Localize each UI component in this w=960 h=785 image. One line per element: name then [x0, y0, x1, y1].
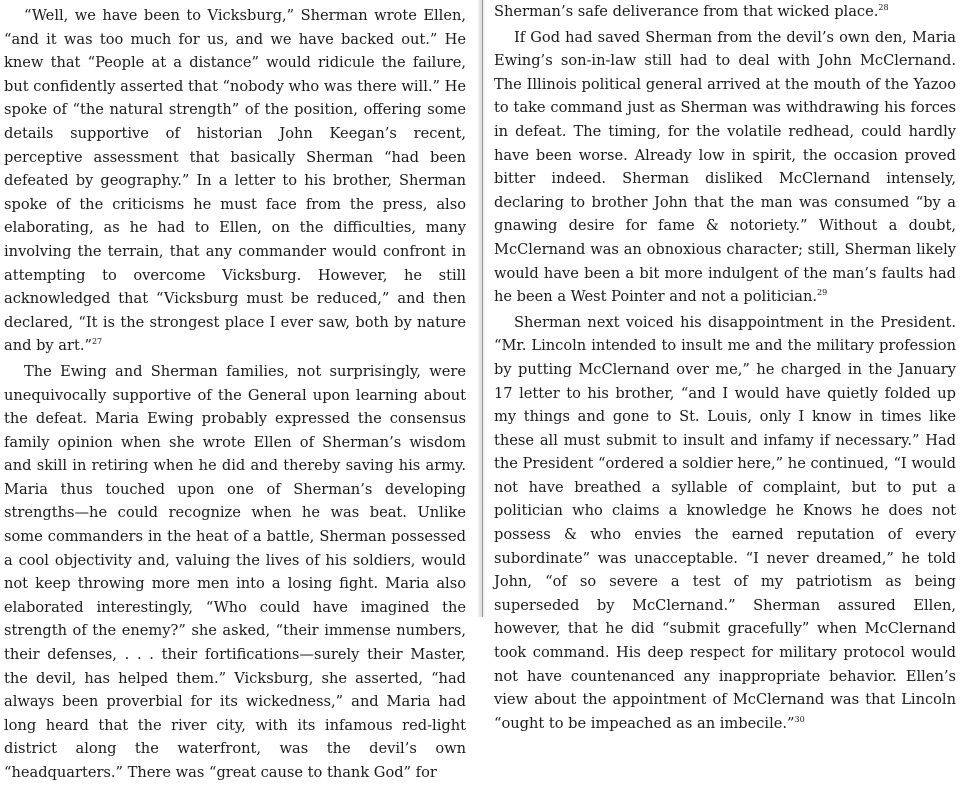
footnote-ref-28: 28 [878, 3, 889, 12]
paragraph-vicksburg-letter [4, 4, 466, 358]
paragraph-text: Sherman next voiced his disappointment in the President. “Mr. Lincoln intended to insult me and the military profession by putting McClernand over me,” he charged in the January 17 letter to his brother, “and I would have quietly folded up my things and gone to St. Louis, only I know in times like these all must submit to insult and infamy if necessary.” Had the President “ordered a soldier here,” he continued, “I would not have breathed a syllable of complaint, but to put a politician who claims a knowledge he Knows he does not possess & who envies the earned reputation of every subordinate” was unacceptable. “I never dreamed,” he told John, “of so severe a test of my patriotism as being superseded by McClernand.” Sherman assured Ellen, however, that he did “submit gracefully” when McClernand took command. His deep respect for military protocol would not have countenanced any inappropriate behavior. Ellen’s view about the appointment of McClernand was that Lincoln “ought to be impeached as an imbecile.” [494, 313, 956, 732]
book-gutter-line [482, 0, 483, 617]
paragraph-text: “Well, we have been to Vicksburg,” Sherman wrote Ellen, “and it was too much for us, and we have backed out.” He knew that “People at a distance” would ridicule the failure, but confidently asserted that “nobody who was there will.” He spoke of “the natural strength” of the position, offering some details supportive of historian John Keegan’s recent, perceptive assessment that basically Sherman “had been defeated by geography.” In a letter to his brother, Sherman spoke of the criticisms he must face from the press, also elaborating, as he had to Ellen, on the difficulties, many involving the terrain, that any commander would confront in attempting to overcome Vicksburg. However, he still acknowledged that “Vicksburg must be reduced,” and then declared, “It is the strongest place I ever saw, both by nature and by art.” [4, 7, 466, 355]
paragraph-text: If God had saved Sherman from the devil’s own den, Maria Ewing’s son-in-law still had to deal with John McClernand. The Illinois political general arrived at the mouth of the Yazoo to take command just as Sherman was withdrawing his forces in defeat. The timing, for the volatile redhead, could hardly have been worse. Already low in spirit, the occasion proved bitter indeed. Sherman disliked McClernand intensely, declaring to brother John that the man was consumed “by a gnawing desire for fame & notoriety.” Without a doubt, McClernand was an obnoxious character; still, Sherman likely would have been a bit more indulgent of the man’s faults had he been a West Pointer and not a politician. [494, 28, 956, 306]
footnote-ref-30: 30 [794, 714, 805, 724]
paragraph-text: The Ewing and Sherman families, not surprisingly, were unequivocally supportive of the General upon learning about the defeat. Maria Ewing probably expressed the consensus family opinion when she wrote Ellen of Sherman’s wisdom and skill in retiring when he did and thereby saving his army. Maria thus touched upon one of Sherman’s developing strengths—he could recognize when he was beat. Unlike some commanders in the heat of a battle, Sherman possessed a cool objectivity and, valuing the lives of his soldiers, would not keep throwing more men into a losing fight. Maria also elaborated interestingly, “Who could have imagined the strength of the enemy?” she asked, “their immense numbers, their defenses, . . . their fortifications—surely their Master, the devil, has helped them.” Vicksburg, she asserted, “had always been proverbial for its wickedness,” and Maria had long heard that the river city, with its infamous red-light district along the waterfront, was the devil’s own “headquarters.” There was “great cause to thank God” for [4, 362, 466, 781]
paragraph-mcclernand [494, 26, 956, 309]
right-page [490, 0, 960, 732]
paragraph-ewing-families [4, 360, 466, 785]
footnote-ref-27: 27 [91, 337, 103, 347]
left-page [0, 0, 472, 781]
footnote-ref-29: 29 [817, 288, 828, 298]
paragraph-continued [494, 0, 956, 24]
paragraph-lincoln-disappointment [494, 311, 956, 736]
paragraph-text: Sherman’s safe deliverance from that wicked place. [494, 3, 879, 20]
